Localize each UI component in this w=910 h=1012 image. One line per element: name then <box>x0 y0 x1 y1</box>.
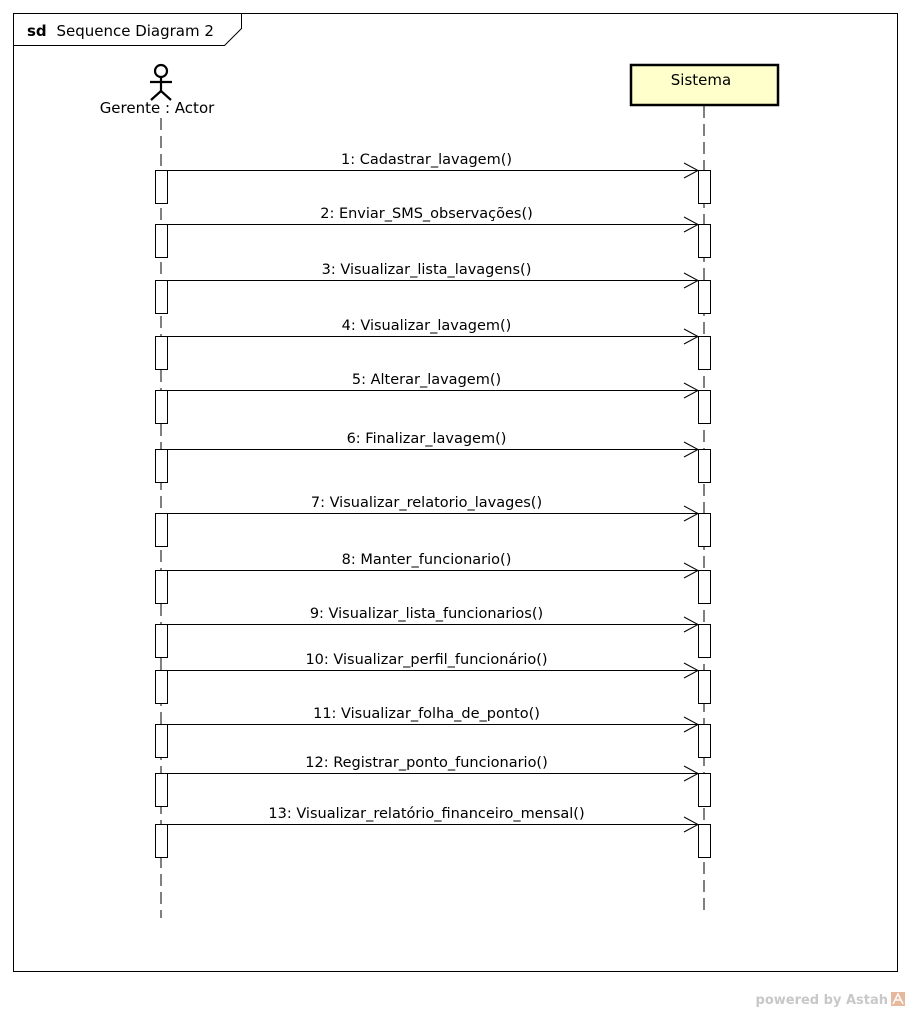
message-label: 5: Alterar_lavagem() <box>351 372 502 388</box>
system-activation-bar <box>699 225 711 258</box>
actor-activation-bar <box>156 671 168 704</box>
messages <box>156 152 711 858</box>
message-label: 8: Manter_funcionario() <box>341 552 512 568</box>
frame-title-text: Sequence Diagram 2 <box>56 22 214 40</box>
message-label: 4: Visualizar_lavagem() <box>341 318 512 334</box>
message <box>156 706 711 758</box>
actor-activation-bar <box>156 281 168 314</box>
message <box>156 372 711 424</box>
system-activation-bar <box>699 571 711 604</box>
message-label: 1: Cadastrar_lavagem() <box>340 152 513 168</box>
system-activation-bar <box>699 774 711 807</box>
system-activation-bar <box>699 450 711 483</box>
message <box>156 606 711 658</box>
message <box>156 206 711 258</box>
actor-activation-bar <box>156 825 168 858</box>
system-activation-bar <box>699 671 711 704</box>
system-label: Sistema <box>670 71 732 89</box>
actor-activation-bar <box>156 450 168 483</box>
message-label: 11: Visualizar_folha_de_ponto() <box>313 706 540 722</box>
message <box>156 431 711 483</box>
message-label: 3: Visualizar_lista_lavagens() <box>321 262 532 278</box>
message <box>156 495 711 547</box>
system-activation-bar <box>699 625 711 658</box>
actor-activation-bar <box>156 391 168 424</box>
actor-activation-bar <box>156 337 168 370</box>
message <box>156 755 711 807</box>
message-label: 10: Visualizar_perfil_funcionário() <box>305 652 548 668</box>
actor-label: Gerente : Actor <box>99 99 215 117</box>
astah-logo-icon <box>891 992 905 1006</box>
actor-activation-bar <box>156 725 168 758</box>
system-activation-bar <box>699 725 711 758</box>
message <box>156 152 711 204</box>
actor-activation-bar <box>156 571 168 604</box>
actor-activation-bar <box>156 514 168 547</box>
system-activation-bar <box>699 514 711 547</box>
actor-activation-bar <box>156 774 168 807</box>
message-label: 9: Visualizar_lista_funcionarios() <box>309 606 544 622</box>
message <box>156 318 711 370</box>
actor-icon <box>150 65 172 100</box>
frame-title <box>27 22 214 40</box>
actor-activation-bar <box>156 625 168 658</box>
message <box>156 262 711 314</box>
system-activation-bar <box>699 171 711 204</box>
astah-watermark: powered by Astah <box>755 993 888 1008</box>
frame-keyword: sd <box>27 22 47 40</box>
system-activation-bar <box>699 337 711 370</box>
actor-activation-bar <box>156 225 168 258</box>
message <box>156 806 711 858</box>
message-label: 7: Visualizar_relatorio_lavages() <box>310 495 543 511</box>
system-activation-bar <box>699 281 711 314</box>
message-label: 6: Finalizar_lavagem() <box>346 431 507 447</box>
message <box>156 552 711 604</box>
message-label: 2: Enviar_SMS_observações() <box>320 206 533 222</box>
message <box>156 652 711 704</box>
message-label: 12: Registrar_ponto_funcionario() <box>305 755 548 771</box>
system-activation-bar <box>699 825 711 858</box>
system-activation-bar <box>699 391 711 424</box>
actor-activation-bar <box>156 171 168 204</box>
message-label: 13: Visualizar_relatório_financeiro_mensal() <box>268 806 585 822</box>
